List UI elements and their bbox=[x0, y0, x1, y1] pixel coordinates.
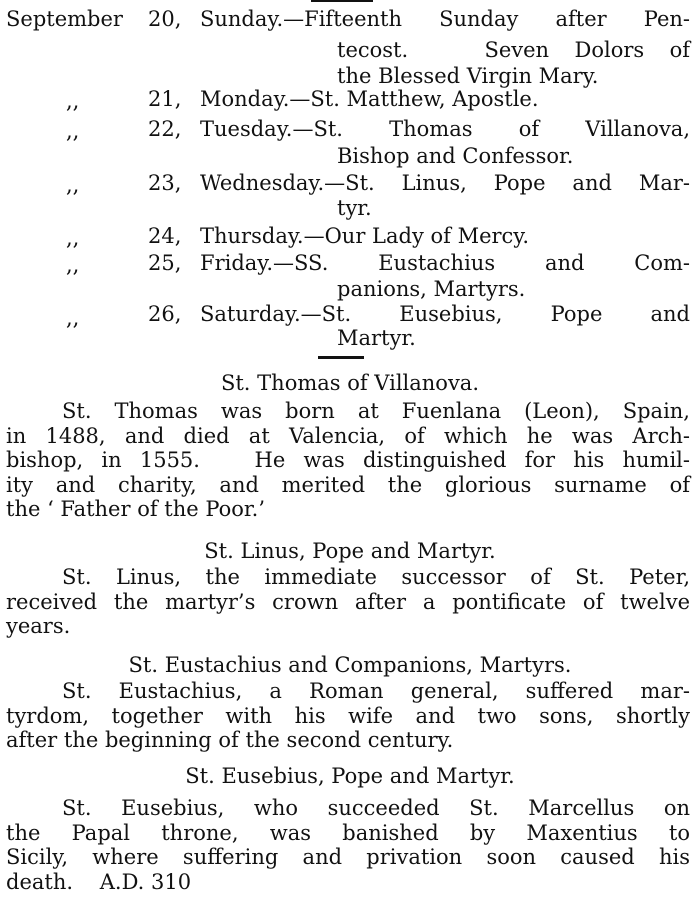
calendar-month: September bbox=[6, 7, 123, 31]
paragraph-line: received the martyr’s crown after a pontificate of twelve bbox=[6, 589, 690, 614]
calendar-entry-text: Tuesday.—St. Thomas of Villanova, bbox=[200, 117, 690, 141]
section-paragraph bbox=[6, 679, 690, 753]
section-heading: St. Thomas of Villanova. bbox=[220, 371, 480, 395]
calendar-day-number: 20, bbox=[148, 7, 182, 31]
calendar-day-number: 26, bbox=[148, 302, 182, 326]
section-paragraph bbox=[6, 565, 690, 639]
calendar-ditto-mark: ,, bbox=[66, 89, 80, 113]
section-paragraph bbox=[6, 796, 690, 894]
calendar-day-number: 23, bbox=[148, 171, 182, 195]
paragraph-line: ity and charity, and merited the glorious surname of bbox=[6, 472, 690, 497]
paragraph-line: death. A.D. 310 bbox=[6, 869, 192, 894]
calendar-day-number: 22, bbox=[148, 117, 182, 141]
calendar-entry-text: Wednesday.—St. Linus, Pope and Mar- bbox=[200, 171, 690, 195]
calendar-ditto-mark: ,, bbox=[66, 119, 80, 143]
section-heading: St. Eusebius, Pope and Martyr. bbox=[185, 764, 515, 788]
calendar-entry-continuation: tyr. bbox=[337, 196, 372, 220]
calendar-entry-continuation: Bishop and Confessor. bbox=[337, 144, 574, 168]
paragraph-line: St. Thomas was born at Fuenlana (Leon), Spain, bbox=[62, 399, 690, 423]
calendar-day-number: 25, bbox=[148, 251, 182, 275]
calendar-entry-text: Sunday.—Fifteenth Sunday after Pen- bbox=[200, 7, 690, 31]
calendar-entry-continuation: panions, Martyrs. bbox=[337, 277, 526, 301]
paragraph-line: St. Linus, the immediate successor of St. Peter, bbox=[62, 565, 690, 589]
calendar-entry-text: Monday.—St. Matthew, Apostle. bbox=[200, 87, 539, 111]
paragraph-line: the ‘ Father of the Poor.’ bbox=[6, 497, 265, 521]
calendar-day-number: 21, bbox=[148, 87, 182, 111]
paragraph-line: the Papal throne, was banished by Maxentius to bbox=[6, 820, 690, 845]
paragraph-line: St. Eustachius, a Roman general, suffered mar- bbox=[62, 679, 690, 703]
calendar-ditto-mark: ,, bbox=[66, 173, 80, 197]
calendar-day-number: 24, bbox=[148, 224, 182, 248]
section-paragraph bbox=[6, 399, 690, 522]
calendar-entry-continuation: the Blessed Virgin Mary. bbox=[337, 64, 599, 88]
paragraph-line: years. bbox=[6, 614, 71, 638]
section-heading: St. Eustachius and Companions, Martyrs. bbox=[128, 653, 572, 677]
calendar-entry-continuation: Martyr. bbox=[337, 326, 416, 350]
calendar-entry-text: Saturday.—St. Eusebius, Pope and bbox=[200, 302, 690, 326]
calendar-entry-text: Friday.—SS. Eustachius and Com- bbox=[200, 251, 690, 275]
section-divider bbox=[318, 356, 364, 359]
section-heading: St. Linus, Pope and Martyr. bbox=[204, 539, 496, 563]
calendar-entry-continuation: tecost. Seven Dolors of bbox=[337, 38, 690, 62]
paragraph-line: in 1488, and died at Valencia, of which he was Arch- bbox=[6, 423, 690, 448]
calendar-ditto-mark: ,, bbox=[66, 306, 80, 330]
paragraph-line: St. Eusebius, who succeeded St. Marcellus on bbox=[62, 796, 690, 820]
top-rule bbox=[311, 0, 373, 2]
paragraph-line: Sicily, where suffering and privation soon caused his bbox=[6, 845, 690, 869]
paragraph-line: tyrdom, together with his wife and two sons, shortly bbox=[6, 703, 690, 728]
calendar-ditto-mark: ,, bbox=[66, 253, 80, 277]
paragraph-line: bishop, in 1555. He was distinguished for his humil- bbox=[6, 448, 690, 472]
calendar-entry-text: Thursday.—Our Lady of Mercy. bbox=[200, 224, 530, 248]
calendar-ditto-mark: ,, bbox=[66, 226, 80, 250]
paragraph-line: after the beginning of the second century. bbox=[6, 728, 454, 752]
